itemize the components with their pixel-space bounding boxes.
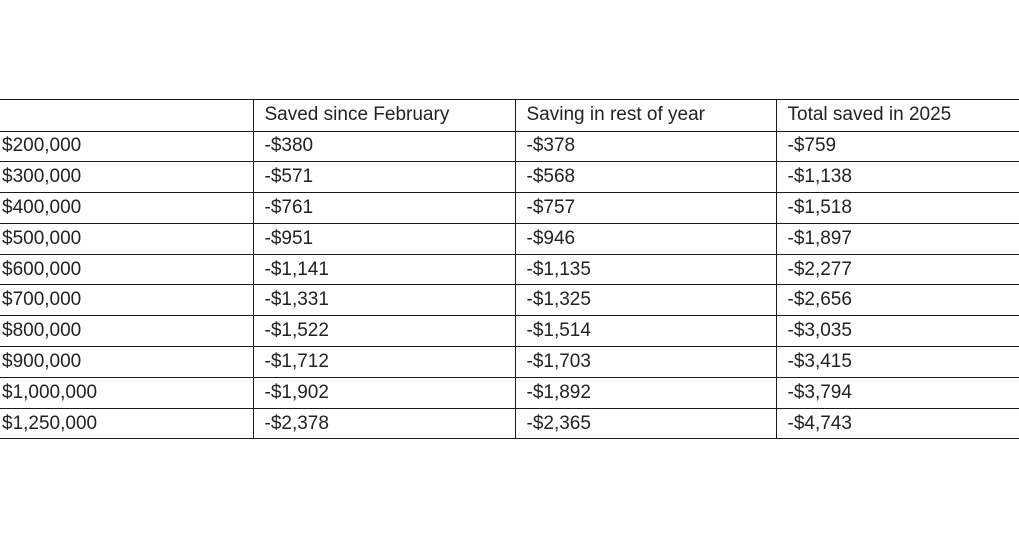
total-saved-cell: -$3,035 [776,316,1019,347]
saving-rest-of-year-cell: -$378 [515,131,776,162]
saving-rest-of-year-cell: -$1,325 [515,285,776,316]
table-row [0,162,1019,193]
saved-since-february-cell: -$761 [253,193,515,224]
total-saved-cell: -$759 [776,131,1019,162]
savings-table [0,99,1019,439]
header-cell-total-saved-2025: Total saved in 2025 [776,100,1019,132]
saved-since-february-cell: -$1,331 [253,285,515,316]
header-cell-saving-rest-of-year: Saving in rest of year [515,100,776,132]
total-saved-cell: -$4,743 [776,408,1019,439]
saved-since-february-cell: -$571 [253,162,515,193]
saved-since-february-cell: -$1,712 [253,347,515,378]
loan-amount-cell: $700,000 [0,285,253,316]
loan-amount-cell: $1,000,000 [0,377,253,408]
total-saved-cell: -$3,794 [776,377,1019,408]
table-row [0,316,1019,347]
table-row [0,193,1019,224]
total-saved-cell: -$2,656 [776,285,1019,316]
saved-since-february-cell: -$380 [253,131,515,162]
saving-rest-of-year-cell: -$946 [515,223,776,254]
saving-rest-of-year-cell: -$1,135 [515,254,776,285]
saved-since-february-cell: -$1,902 [253,377,515,408]
table-row [0,223,1019,254]
loan-amount-cell: $1,250,000 [0,408,253,439]
total-saved-cell: -$3,415 [776,347,1019,378]
header-cell-saved-since-february: Saved since February [253,100,515,132]
loan-amount-cell: $500,000 [0,223,253,254]
saved-since-february-cell: -$1,522 [253,316,515,347]
loan-amount-cell: $400,000 [0,193,253,224]
table-header [0,100,1019,132]
saving-rest-of-year-cell: -$757 [515,193,776,224]
loan-amount-cell: $900,000 [0,347,253,378]
total-saved-cell: -$1,138 [776,162,1019,193]
header-cell-loan-amount [0,100,253,132]
saving-rest-of-year-cell: -$1,892 [515,377,776,408]
table-row [0,377,1019,408]
table-row [0,131,1019,162]
saved-since-february-cell: -$1,141 [253,254,515,285]
loan-amount-cell: $200,000 [0,131,253,162]
table-body [0,131,1019,439]
loan-amount-cell: $600,000 [0,254,253,285]
total-saved-cell: -$2,277 [776,254,1019,285]
saved-since-february-cell: -$951 [253,223,515,254]
header-row [0,100,1019,132]
table-row [0,285,1019,316]
total-saved-cell: -$1,897 [776,223,1019,254]
savings-table-container [0,99,1019,439]
loan-amount-cell: $300,000 [0,162,253,193]
saving-rest-of-year-cell: -$568 [515,162,776,193]
saving-rest-of-year-cell: -$1,703 [515,347,776,378]
table-row [0,254,1019,285]
saving-rest-of-year-cell: -$2,365 [515,408,776,439]
table-row [0,347,1019,378]
table-row [0,408,1019,439]
saved-since-february-cell: -$2,378 [253,408,515,439]
total-saved-cell: -$1,518 [776,193,1019,224]
loan-amount-cell: $800,000 [0,316,253,347]
saving-rest-of-year-cell: -$1,514 [515,316,776,347]
